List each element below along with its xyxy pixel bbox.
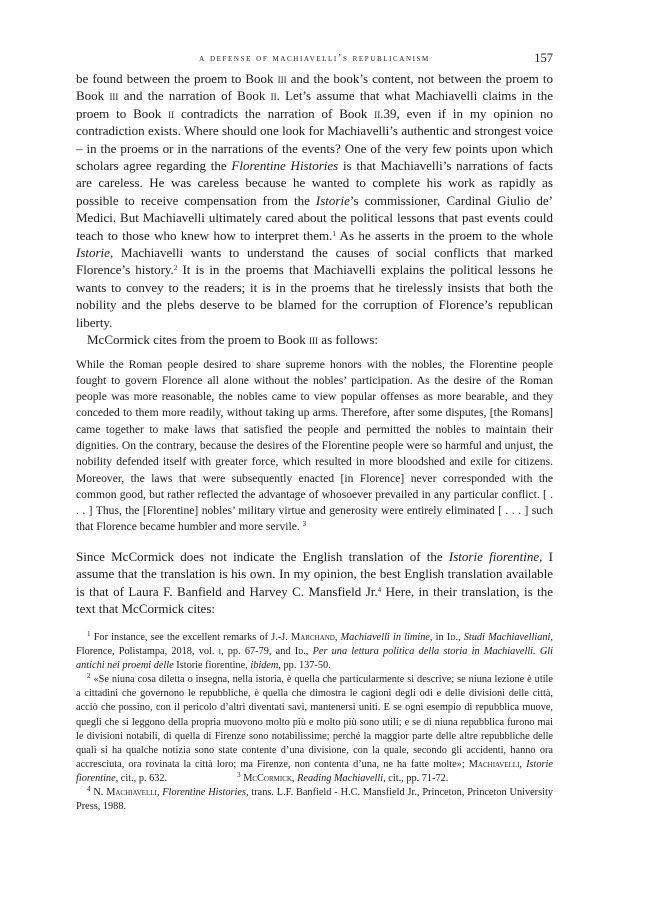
running-title: a defense of machiavelli’s republicanism: [199, 53, 430, 64]
page-header: [76, 0, 553, 70]
roman-numeral: ii: [168, 105, 175, 121]
italic-title: Istorie fiorentine: [448, 548, 540, 564]
quote-text: While the Roman people desired to share supreme honors with the nobles, the Florentine people fought to govern Florence all alone without the nobles’ participation. As the desire of the Roman people was more reasonable, the nobles came to view popular offenses as more bearable, and they conceded to them more readily, without taking up arms. Therefore, after some disputes, [the Romans] came together to make laws that satisfied the people and permitted the nobles to maintain their dignities. On the contrary, because the desires of the Florentine people were so harmful and unjust, the nobility defended itself with greater force, which resulted in more bloodshed and exile for citizens. Moreover, the laws that were subsequently enacted [in Florence] never corresponded with the common good, but rather reflected the advantage of whosoever prevailed in any particular conflict. [ . . . ] Thus, the [Florentine] nobles’ military virtue and generosity were entirely eliminated [ . . . ] such that Florence became humbler and more servile.: [76, 357, 553, 534]
text-run: As he asserts in the proem to the whole: [335, 227, 553, 243]
footnote-2: [76, 673, 553, 786]
text-run: be found between the proem to Book: [76, 71, 278, 86]
footnote-number: 1: [87, 630, 91, 638]
text-run: Here, in their translation, is the text that McCormick cites:: [76, 583, 553, 616]
text-run: For instance, see the excellent remarks of J.-J.: [90, 632, 292, 643]
text-run: ,: [156, 787, 163, 799]
body-paragraph-1: [76, 70, 553, 331]
author-name: Machiavelli: [106, 787, 157, 799]
footnote-4: [76, 786, 553, 814]
author-name: McCormick: [243, 772, 292, 784]
italic-title: Reading Machiavelli: [297, 772, 384, 784]
text-run: and the book’s content, not between the proem to Book: [76, 71, 553, 104]
text-run: ’s commissioner, Cardinal Giulio de’ Medici. But Machiavelli ultimately cared about the political lessons that past events could teach to those who knew how to interpret them.: [76, 192, 554, 243]
text-run: , in: [429, 632, 447, 643]
text-run: McCormick cites from the proem to Book: [87, 332, 310, 348]
text-run: N.: [90, 787, 107, 799]
footnote-ref-4[interactable]: 4: [377, 585, 382, 594]
text-run: , pp. 67-79, and: [221, 646, 295, 658]
text-run: ,: [334, 632, 341, 643]
text-run: is that Machiavelli’s narrations of facts are careless. He was careless because he wanted to complete his work as rapidly as possible to receive compensation from the: [76, 158, 553, 208]
italic-title: Florentine Histories: [231, 158, 339, 174]
italic-title: ibidem: [250, 660, 279, 672]
text-run: Since McCormick does not indicate the English translation of the: [76, 548, 449, 564]
page: [76, 0, 553, 617]
roman-numeral: ii.39: [374, 105, 397, 121]
text-run: , Florence, Polistampa, 2018, vol.: [76, 632, 553, 658]
italic-title: Per una lettura politica della storia in Machiavelli. Gli antichi nei proemi delle: [76, 646, 553, 672]
author-name: Id.: [294, 646, 306, 658]
footnote-ref-3[interactable]: 3: [302, 520, 307, 529]
italic-title: Istorie fiorentine: [76, 758, 553, 784]
roman-numeral: iii: [277, 71, 287, 86]
text-run: It is in the proems that Machiavelli explains the political lessons he wants to convey to the readers; it is in the proems that he tirelessly insists that both the nobility and the plebs deserve to be blamed for the corruption of Florence’s republican liberty.: [76, 262, 554, 330]
text-run: , pp. 137-50.: [278, 660, 331, 672]
text-run: , trans. L.F. Banfield - H.C. Mansfield Jr., Princeton, Princeton University Press, 1988.: [76, 787, 553, 813]
footnotes: [76, 631, 553, 814]
footnote-number: 4: [87, 785, 91, 794]
author-name: Machiavelli: [468, 758, 520, 770]
roman-numeral: ii: [270, 88, 277, 104]
text-run: ,: [305, 646, 313, 658]
body-paragraph-3: [76, 548, 553, 618]
text-run: Istorie fiorentine,: [173, 660, 251, 672]
author-name: Marchand: [291, 632, 335, 643]
text-run: ,: [519, 758, 527, 770]
footnote-number: 2: [87, 672, 91, 681]
italic-title: Machiavelli in limine: [340, 632, 430, 643]
footnote-number: 3: [237, 770, 241, 779]
text-run: as follows:: [318, 332, 378, 348]
italic-title: Istorie: [315, 192, 350, 208]
text-run: ,: [291, 772, 298, 784]
text-run: contradicts the narration of Book: [174, 105, 375, 121]
page-number: 157: [534, 51, 553, 65]
footnote-ref-1[interactable]: 1: [332, 229, 336, 238]
italic-title: Istorie: [76, 245, 110, 261]
roman-numeral: iii: [109, 88, 119, 104]
footnote-ref-2[interactable]: 2: [173, 264, 178, 273]
text-run: . Let’s assume that what Machiavelli claims in the proem to Book: [76, 88, 553, 121]
text-run: , even if in my opinion no contradiction exists. Where should one look for Machiavelli’s authentic and strongest voice – in the proems or in the narrations of the events? One of the very few points upon which scholars agree regarding the: [76, 105, 553, 174]
text-run: and the narration of Book: [118, 88, 271, 104]
roman-numeral: i: [218, 646, 221, 658]
body-paragraph-2: [76, 331, 553, 348]
footnote-1: [76, 631, 553, 673]
text-run: ,: [457, 632, 464, 643]
block-quote: [76, 357, 553, 536]
italic-title: Studi Machiavelliani: [463, 632, 551, 643]
text-run: , I assume that the translation is his own. In my opinion, the best English translation available is that of Laura F. Banfield and Harvey C. Mansfield Jr.: [76, 548, 553, 599]
text-run: «Se niuna cosa diletta o insegna, nella istoria, è quella che particularmente si descrive; se niuna lezione è utile a cittadini che governono le repubbliche, è quella che dimostra le cagioni degli odi e delle divisioni delle città, acciò che possino, con il pericolo d’altri diventati savi, mantenersi uniti. E se ogni esempio di repubblica muove, quegli che si leggono della propria muovono molto più e molto più sono utili; e se di niuna repubblica furono mai le divisioni notabili, di quella di Firenze sono notabilissime; perché la maggior parte delle altre repubbliche delle quali si ha qualche notizia sono state contente d’una divisione, con la quale, secondo gli accidenti, hanno ora accresciuta, ora rovinata la città loro; ma Firenze, non contenta d’una, ne ha fatte molte»;: [76, 674, 553, 770]
text-run: , cit., p. 632.: [115, 772, 168, 784]
italic-title: Florentine Histories: [162, 787, 246, 799]
author-name: Id.: [446, 632, 458, 643]
text-run: , Machiavelli wants to understand the causes of social conflicts that marked Florence’s history.: [76, 245, 553, 278]
roman-numeral: iii: [309, 332, 319, 348]
text-run: , cit., pp. 71-72.: [383, 772, 449, 784]
